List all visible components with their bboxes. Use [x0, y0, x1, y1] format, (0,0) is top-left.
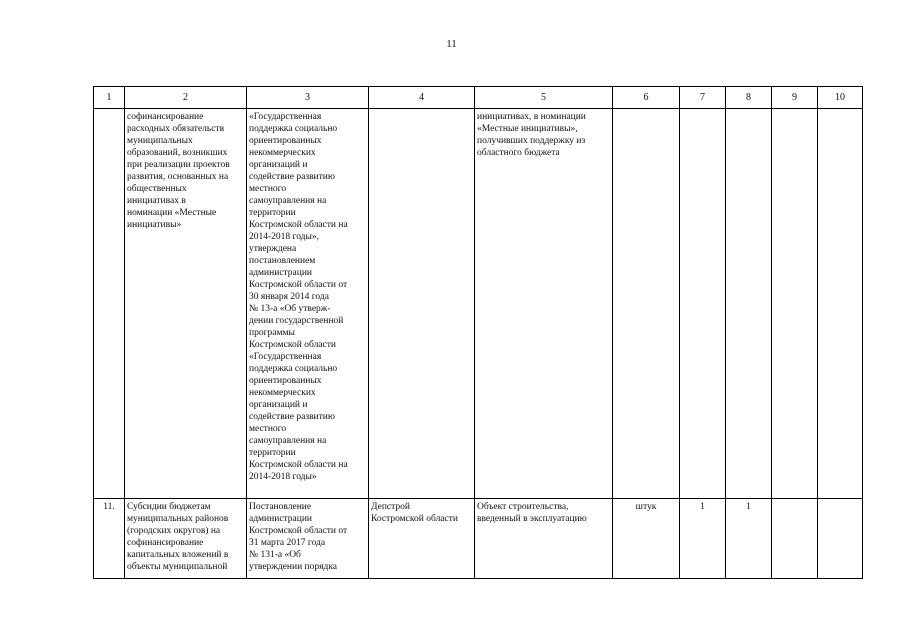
indicator-cell: Объект строительства, введенный в эксплуатацию: [475, 499, 613, 579]
executor-cell: Депстрой Костромской области: [369, 499, 475, 579]
table-row: [94, 499, 863, 579]
header-cell-7: 7: [680, 87, 726, 109]
value-cell-8: 1: [726, 499, 772, 579]
header-cell-8: 8: [726, 87, 772, 109]
header-cell-6: 6: [613, 87, 680, 109]
unit-cell: штук: [613, 499, 680, 579]
header-cell-4: 4: [369, 87, 475, 109]
header-row: [94, 87, 863, 109]
measure-name-cell: Субсидии бюджетам муниципальных районов (городских округов) на софинансирование капитальных вложений в объекты муниципальной: [125, 499, 247, 579]
header-cell-5: 5: [475, 87, 613, 109]
value-cell-10: [818, 499, 863, 579]
legal-basis-cell: Постановление администрации Костромской области от 31 марта 2017 года № 131-а «Об утверждении порядка: [247, 499, 369, 579]
header-cell-1: 1: [94, 87, 125, 109]
indicator-cell: инициативах, в номинации «Местные инициативы», получивших поддержку из областного бюджета: [475, 109, 613, 499]
executor-cell: [369, 109, 475, 499]
program-table: [93, 86, 863, 579]
page-number: 11: [446, 38, 457, 50]
value-cell-7: [680, 109, 726, 499]
header-cell-9: 9: [772, 87, 818, 109]
value-cell-7: 1: [680, 499, 726, 579]
value-cell-9: [772, 109, 818, 499]
row-number-cell: 11.: [94, 499, 125, 579]
header-cell-3: 3: [247, 87, 369, 109]
unit-cell: [613, 109, 680, 499]
measure-name-cell: софинансирование расходных обязательств муниципальных образований, возникших при реализации проектов развития, основанных на общественных инициативах в номинации «Местные инициативы»: [125, 109, 247, 499]
value-cell-10: [818, 109, 863, 499]
value-cell-9: [772, 499, 818, 579]
row-number-cell: [94, 109, 125, 499]
legal-basis-cell: «Государственная поддержка социально ориентированных некоммерческих организаций и содействие развитию местного самоуправления на территории Костромской области на 2014-2018 годы», утверждена постановлением администрации Костромской области от 30 января 2014 года № 13-а «Об утверж- дении государственной программы Костромской области «Государственная поддержка социально ориентированных некоммерческих организаций и содействие развитию местного самоуправления на территории Костромской области на 2014-2018 годы»: [247, 109, 369, 499]
header-cell-2: 2: [125, 87, 247, 109]
header-cell-10: 10: [818, 87, 863, 109]
table-row: [94, 109, 863, 499]
value-cell-8: [726, 109, 772, 499]
